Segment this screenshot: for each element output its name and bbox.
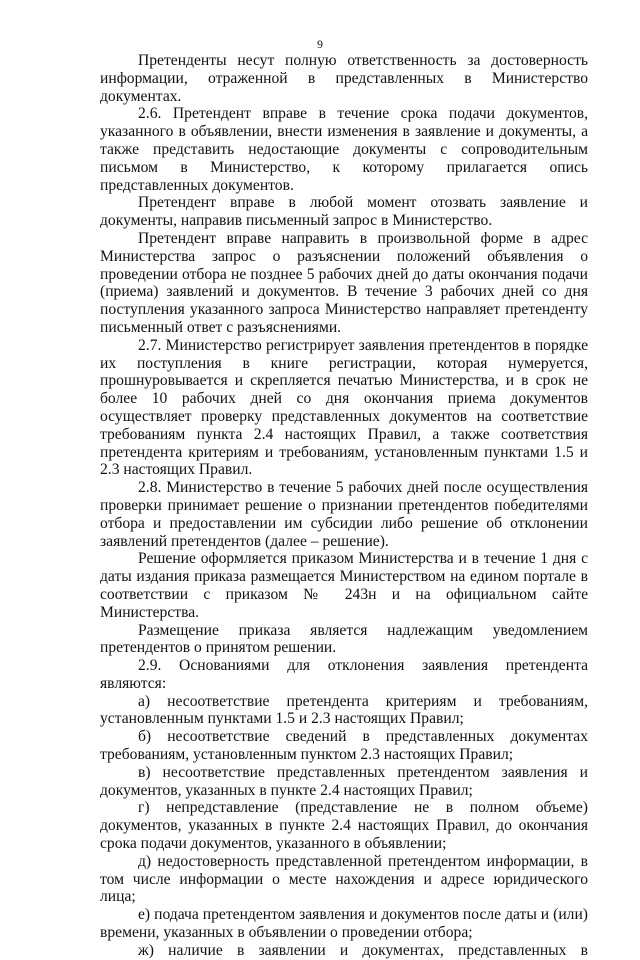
list-item-a: а) несоответствие претендента критериям и требованиям, установленным пунктами 1.5 и 2.3 настоящих Правил;: [100, 692, 588, 728]
paragraph-responsibility: Претенденты несут полную ответственность за достоверность информации, отраженной в представленных в Министерство документах.: [100, 52, 588, 105]
paragraph-clarification-request: Претендент вправе направить в произвольной форме в адрес Министерства запрос о разъяснении положений объявления о проведении отбора не позднее 5 рабочих дней до даты окончания подачи (приема) заявлений и документов. В течение 3 рабочих дней со дня поступления указанного запроса Министерство направляет претенденту письменный ответ с разъяснениями.: [100, 229, 588, 336]
list-item-g: г) непредставление (представление не в полном объеме) документов, указанных в пункте 2.4 настоящих Правил, до окончания срока подачи документов, указанного в объявлении;: [100, 799, 588, 853]
paragraph-2-9: 2.9. Основаниями для отклонения заявления претендента являются:: [100, 657, 588, 692]
paragraph-2-8: 2.8. Министерство в течение 5 рабочих дней после осуществления проверки принимает решение о признании претендентов победителями отбора и предоставлении им субсидии либо решение об отклонении заявлений претендентов (далее – решение).: [100, 479, 588, 550]
page-number: 9: [317, 37, 323, 51]
list-item-d: д) недостоверность представленной претендентом информации, в том числе информации о месте нахождения и адресе юридического лица;: [100, 852, 588, 906]
list-item-b: б) несоответствие сведений в представленных документах требованиям, установленным пунктом 2.3 настоящих Правил;: [100, 728, 588, 764]
document-body: [100, 52, 588, 960]
list-item-e: е) подача претендентом заявления и документов после даты и (или) времени, указанных в объявлении о проведении отбора;: [100, 906, 588, 942]
list-item-zh: ж) наличие в заявлении и документах, представленных в: [138, 941, 588, 959]
paragraph-decision-order: Решение оформляется приказом Министерства и в течение 1 дня с даты издания приказа размещается Министерством на едином портале в соответствии с приказом № 243н и на официальном сайте Министерства.: [100, 550, 588, 621]
paragraph-2-7: 2.7. Министерство регистрирует заявления претендентов в порядке их поступления в книге регистрации, которая нумеруется, прошнуровывается и скрепляется печатью Министерства, и в срок не более 10 рабочих дней со дня окончания приема документов осуществляет проверку представленных документов на соответствие требованиям пункта 2.4 настоящих Правил, а также соответствия претендента критериям и требованиям, установленным пунктами 1.5 и 2.3 настоящих Правил.: [100, 336, 588, 479]
paragraph-2-6: 2.6. Претендент вправе в течение срока подачи документов, указанного в объявлении, внести изменения в заявление и документы, а также представить недостающие документы с сопроводительным письмом в Министерство, к которому прилагается опись представленных документов.: [100, 105, 588, 194]
list-item-v: в) несоответствие представленных претендентом заявления и документов, указанных в пункте 2.4 настоящих Правил;: [100, 763, 588, 799]
paragraph-withdraw: Претендент вправе в любой момент отозвать заявление и документы, направив письменный запрос в Министерство.: [100, 194, 588, 230]
paragraph-notification: Размещение приказа является надлежащим уведомлением претендентов о принятом решении.: [100, 621, 588, 657]
